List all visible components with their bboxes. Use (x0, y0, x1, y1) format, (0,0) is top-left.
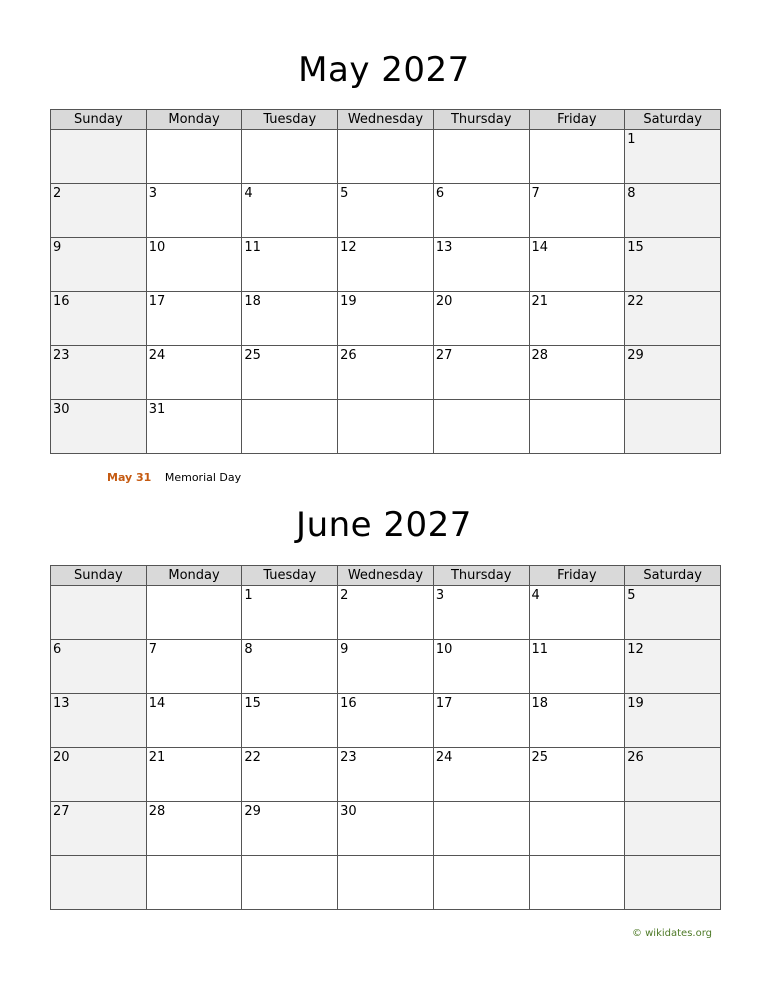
day-number: 23 (340, 750, 357, 765)
day-cell (338, 802, 434, 856)
week-row (51, 586, 721, 640)
day-cell (625, 238, 721, 292)
day-cell (146, 694, 242, 748)
week-row (51, 238, 721, 292)
day-number: 30 (53, 402, 70, 417)
day-cell (433, 292, 529, 346)
week-row (51, 184, 721, 238)
day-cell (242, 640, 338, 694)
weekday-header-friday: Friday (529, 110, 625, 130)
day-cell (146, 856, 242, 910)
day-number: 2 (53, 186, 62, 201)
day-number: 6 (435, 186, 445, 201)
day-cell (146, 346, 242, 400)
day-cell (529, 802, 625, 856)
day-number (530, 130, 625, 132)
weekday-header-thursday: Thursday (433, 110, 529, 130)
day-cell (433, 586, 529, 640)
day-cell (242, 130, 338, 184)
day-number: 20 (53, 750, 70, 765)
day-number: 16 (340, 696, 357, 711)
footer-credit[interactable]: © wikidates.org (631, 928, 712, 939)
day-cell (51, 130, 147, 184)
month-title-may: May 2027 (298, 50, 470, 90)
day-cell (338, 292, 434, 346)
day-number (242, 856, 337, 858)
week-row (51, 292, 721, 346)
day-cell (51, 346, 147, 400)
weekday-header-tuesday: Tuesday (242, 566, 338, 586)
day-cell (625, 640, 721, 694)
day-number: 15 (244, 696, 261, 711)
day-cell (146, 130, 242, 184)
day-cell (433, 346, 529, 400)
day-cell (338, 748, 434, 802)
weekday-header-friday: Friday (529, 566, 625, 586)
week-row (51, 346, 721, 400)
month-title-june: June 2027 (296, 505, 472, 545)
day-cell (51, 856, 147, 910)
weekday-header-tuesday: Tuesday (242, 110, 338, 130)
day-number (242, 400, 337, 402)
holiday-date: May 31 (107, 471, 152, 484)
day-number (434, 400, 529, 402)
day-cell (625, 802, 721, 856)
day-cell (433, 748, 529, 802)
day-number: 9 (340, 642, 349, 657)
day-cell (338, 400, 434, 454)
day-number (434, 130, 529, 132)
day-cell (625, 586, 721, 640)
weekday-header-wednesday: Wednesday (338, 566, 434, 586)
day-number: 17 (148, 294, 166, 309)
day-number: 5 (627, 588, 636, 603)
day-number: 7 (148, 642, 157, 657)
day-cell (529, 694, 625, 748)
day-number (530, 802, 625, 804)
day-cell (433, 802, 529, 856)
day-cell (338, 856, 434, 910)
day-cell (529, 856, 625, 910)
day-cell (146, 802, 242, 856)
day-number (338, 856, 433, 858)
day-number: 1 (244, 588, 253, 603)
day-number: 29 (244, 804, 261, 819)
day-number: 25 (531, 750, 549, 765)
day-number: 21 (148, 750, 166, 765)
day-number (147, 856, 242, 858)
day-number: 17 (435, 696, 453, 711)
day-cell (146, 640, 242, 694)
day-number: 4 (244, 186, 253, 201)
day-cell (529, 346, 625, 400)
day-cell (242, 346, 338, 400)
day-number: 19 (627, 696, 644, 711)
day-cell (625, 400, 721, 454)
day-number: 11 (244, 240, 261, 255)
day-cell (338, 640, 434, 694)
day-cell (146, 184, 242, 238)
day-number: 10 (435, 642, 453, 657)
day-number (51, 856, 146, 858)
day-cell (529, 586, 625, 640)
day-cell (51, 586, 147, 640)
day-number (242, 130, 337, 132)
day-number: 19 (340, 294, 357, 309)
day-number (625, 856, 720, 858)
day-cell (51, 184, 147, 238)
day-number: 10 (148, 240, 166, 255)
day-cell (529, 238, 625, 292)
day-number: 28 (531, 348, 549, 363)
day-number (51, 586, 146, 588)
day-number: 7 (531, 186, 540, 201)
day-number: 3 (148, 186, 157, 201)
day-number (338, 130, 433, 132)
day-number: 15 (627, 240, 644, 255)
day-number (530, 856, 625, 858)
day-cell (625, 130, 721, 184)
day-cell (625, 184, 721, 238)
holiday-name: Memorial Day (164, 471, 242, 484)
day-cell (51, 400, 147, 454)
day-number: 13 (435, 240, 453, 255)
day-cell (529, 400, 625, 454)
day-cell (529, 640, 625, 694)
day-number (530, 400, 625, 402)
day-number (338, 400, 433, 402)
day-cell (338, 184, 434, 238)
week-row (51, 400, 721, 454)
day-number: 31 (148, 402, 166, 417)
day-cell (433, 856, 529, 910)
day-cell (338, 586, 434, 640)
week-row (51, 640, 721, 694)
day-number (147, 586, 242, 588)
week-row (51, 694, 721, 748)
weekday-header-monday: Monday (146, 110, 242, 130)
calendar-grid-may (50, 109, 721, 454)
weekday-header-wednesday: Wednesday (338, 110, 434, 130)
day-number: 26 (627, 750, 644, 765)
day-cell (51, 640, 147, 694)
day-cell (625, 748, 721, 802)
day-number: 21 (531, 294, 549, 309)
day-number: 29 (627, 348, 644, 363)
day-number: 4 (531, 588, 540, 603)
day-cell (242, 238, 338, 292)
day-number: 14 (148, 696, 166, 711)
day-cell (242, 856, 338, 910)
day-cell (625, 856, 721, 910)
day-cell (51, 694, 147, 748)
day-cell (242, 586, 338, 640)
weekday-header-row (51, 566, 721, 586)
day-cell (529, 184, 625, 238)
day-cell (146, 292, 242, 346)
day-cell (242, 292, 338, 346)
calendar-grid-june (50, 565, 721, 910)
day-cell (51, 802, 147, 856)
day-number: 27 (435, 348, 453, 363)
day-cell (433, 130, 529, 184)
day-cell (529, 130, 625, 184)
holiday-note (107, 471, 241, 484)
weekday-header-monday: Monday (146, 566, 242, 586)
day-cell (433, 184, 529, 238)
weekday-header-saturday: Saturday (625, 110, 721, 130)
day-cell (51, 238, 147, 292)
week-row (51, 856, 721, 910)
day-number (434, 802, 529, 804)
day-cell (51, 292, 147, 346)
day-number: 25 (244, 348, 261, 363)
day-number (625, 400, 720, 402)
day-number: 8 (244, 642, 253, 657)
day-cell (433, 694, 529, 748)
day-number: 12 (340, 240, 357, 255)
day-number: 24 (435, 750, 453, 765)
day-number: 6 (53, 642, 62, 657)
day-number: 9 (53, 240, 62, 255)
day-number: 11 (531, 642, 549, 657)
day-number: 22 (627, 294, 644, 309)
day-number: 20 (435, 294, 453, 309)
day-number (625, 802, 720, 804)
day-cell (146, 238, 242, 292)
day-number: 24 (148, 348, 166, 363)
day-number: 13 (53, 696, 70, 711)
day-cell (242, 400, 338, 454)
day-cell (433, 238, 529, 292)
day-cell (529, 292, 625, 346)
weekday-header-row (51, 110, 721, 130)
day-number: 12 (627, 642, 644, 657)
day-cell (625, 694, 721, 748)
day-cell (242, 694, 338, 748)
day-number: 23 (53, 348, 70, 363)
day-cell (625, 346, 721, 400)
day-number (51, 130, 146, 132)
day-cell (242, 748, 338, 802)
day-number: 26 (340, 348, 357, 363)
day-number: 16 (53, 294, 70, 309)
day-number: 2 (340, 588, 349, 603)
week-row (51, 130, 721, 184)
day-cell (242, 184, 338, 238)
day-number: 28 (148, 804, 166, 819)
day-number: 8 (627, 186, 636, 201)
day-number: 14 (531, 240, 549, 255)
day-number: 1 (627, 132, 636, 147)
day-number: 5 (340, 186, 349, 201)
day-cell (146, 748, 242, 802)
day-cell (338, 346, 434, 400)
day-number: 18 (244, 294, 261, 309)
day-cell (146, 586, 242, 640)
weekday-header-thursday: Thursday (433, 566, 529, 586)
day-cell (338, 130, 434, 184)
weekday-header-sunday: Sunday (51, 566, 147, 586)
day-number: 18 (531, 696, 549, 711)
day-cell (242, 802, 338, 856)
weekday-header-saturday: Saturday (625, 566, 721, 586)
week-row (51, 802, 721, 856)
week-row (51, 748, 721, 802)
day-cell (338, 694, 434, 748)
day-number (147, 130, 242, 132)
day-number: 27 (53, 804, 70, 819)
day-cell (625, 292, 721, 346)
day-cell (338, 238, 434, 292)
day-cell (433, 400, 529, 454)
day-number: 30 (340, 804, 357, 819)
day-number (434, 856, 529, 858)
day-cell (433, 640, 529, 694)
day-cell (51, 748, 147, 802)
day-cell (529, 748, 625, 802)
day-number: 3 (435, 588, 445, 603)
day-number: 22 (244, 750, 261, 765)
weekday-header-sunday: Sunday (51, 110, 147, 130)
day-cell (146, 400, 242, 454)
